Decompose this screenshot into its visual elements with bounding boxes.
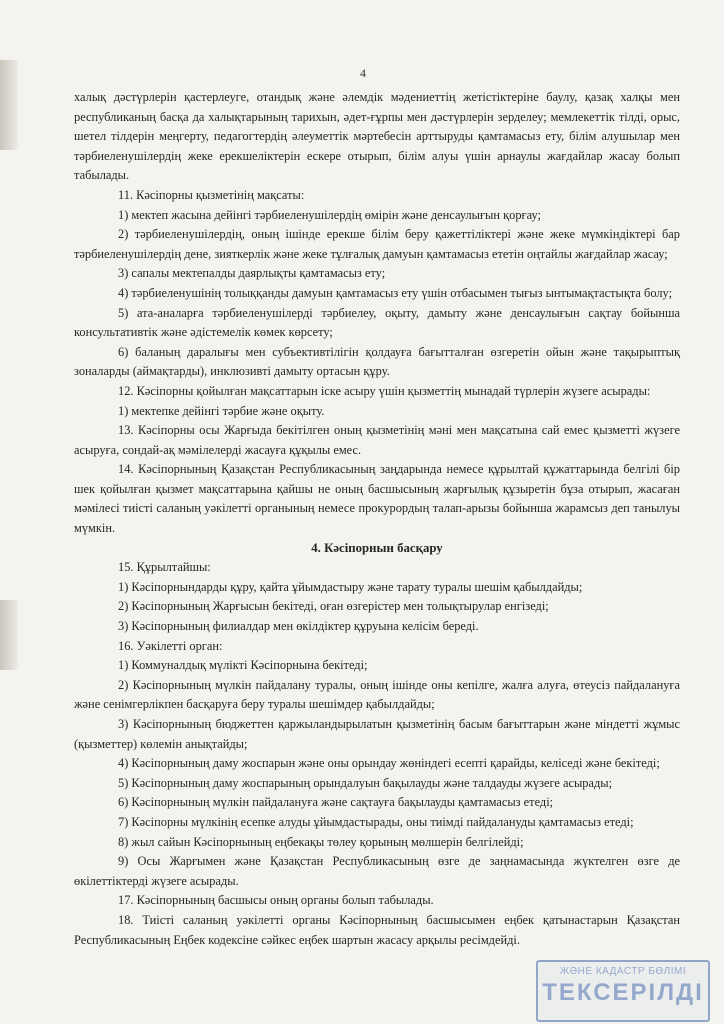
section-13: 13. Кәсіпорны осы Жарғыда бекітілген оның қызметінің мәні мен мақсатына сай емес қызметті жүзеге асыруға, сондай-ақ мәмілелерді жасауға құқылы емес.	[74, 423, 680, 457]
section-14: 14. Кәсіпорнының Қазақстан Республикасының заңдарында немесе құрылтай құжаттарында белгілі бір шек қойылған қызмет мақсаттарына қайшы не оның басшысының жарғылық құзыретін бұза отырып, жасаған мәмілесі тиісті саланың уәкілетті органының немесе прокурордың талап-арызы бойынша жарамсыз деп танылуы мүмкін.	[74, 462, 680, 536]
page-number: 4	[360, 66, 366, 80]
section-16-item: 6) Кәсіпорнының мүлкін пайдалануға және сақтауға бақылауды қамтамасыз етеді;	[118, 795, 554, 810]
section-16-item: 2) Кәсіпорнының мүлкін пайдалану туралы, оның ішінде оны кепілге, жалға алуға, өтеусіз пайдалануға және сенімгерлікпен басқаруға беру туралы шешімдер қабылдайды;	[74, 677, 680, 712]
section-11-item: 2) тәрбиеленушілердің, оның ішінде ерекше білім беру қажеттіліктері және жеке мүмкіндіктері бар тәрбиеленушілердің дене, зияткерлік және жеке тұлғалық дамуын қамтамасыз ететін оңтайлы жағдайлар жасау;	[74, 227, 680, 261]
document-body	[74, 88, 680, 950]
verification-stamp	[536, 960, 710, 1022]
section-16-item: 8) жыл сайын Кәсіпорнының еңбекақы төлеу қорының мөлшерін белгілейді;	[118, 834, 524, 849]
section-15-item: 1) Кәсіпорнындарды құру, қайта ұйымдастыру және тарату туралы шешім қабылдайды;	[118, 579, 583, 594]
section-11-item: 1) мектеп жасына дейінгі тәрбиеленушілердің өмірін және денсаулығын қорғау;	[118, 207, 541, 222]
section-16-title: 16. Уәкілетті орган:	[118, 638, 223, 653]
section-16-item: 3) Кәсіпорнының бюджеттен қаржыландырылатын қызметінің басым бағыттарын және міндетті жұмыс (қызметтер) көлемін анықтайды;	[74, 717, 680, 751]
section-12-title: 12. Кәсіпорны қойылған мақсаттарын іске асыру үшін қызметтің мынадай түрлерін жүзеге асырады:	[118, 383, 651, 398]
scan-edge-shadow	[0, 60, 18, 150]
section-16-item: 7) Кәсіпорны мүлкінің есепке алуды ұйымдастырады, оны тиімді пайдалануды қамтамасыз етеді;	[118, 814, 634, 829]
section-16-item: 9) Осы Жарғымен және Қазақстан Республикасының өзге де заңнамасында жүктелген өзге де өкілеттіктерді жүзеге асырады.	[74, 854, 680, 888]
section-11-title: 11. Кәсіпорны қызметінің мақсаты:	[118, 187, 305, 202]
scan-edge-shadow	[0, 600, 18, 670]
stamp-department-text: ЖӘНЕ КАДАСТР БӨЛІМІ	[559, 966, 687, 977]
section-11-item: 5) ата-аналарға тәрбиеленушілерді тәрбиелеу, оқыту, дамыту және денсаулығын сақтау бойынша консультативтік және әдістемелік көмек көрсету;	[74, 305, 680, 340]
section-15-item: 3) Кәсіпорнының филиалдар мен өкілдіктер құруына келісім береді.	[118, 619, 479, 634]
section-11-item: 6) баланың даралығы мен субъективтілігін қолдауға бағытталған өзгеретін ойын және тақырыптық зоналарды (аймақтарды), инклюзивті дамыту ортасын құру.	[74, 344, 680, 379]
section-16-item: 1) Коммуналдық мүлікті Кәсіпорнына бекітеді;	[118, 658, 368, 673]
intro-paragraph: халық дәстүрлерін қастерлеуге, отандық және әлемдік мәдениеттің жетістіктеріне баулу, қазақ халқы мен республиканың басқа да халықтарының тарихын, әдет-ғұрпы мен дәстүрлерін зерделеу; мемлекеттік тілді, орыс, шетел тілдерін меңгерту, педагогтердің әлеуметтік мәртебесін арттыруды қамтамасыз ету, білім алушылар мен тәрбиеленушілердің жеке ерекшеліктерін ескере отырып, білім алуы үшін арнаулы жағдайлар жасау болып табылады.	[74, 90, 680, 183]
section-12-item: 1) мектепке дейінгі тәрбие және оқыту.	[118, 403, 325, 418]
section-15-title: 15. Құрылтайшы:	[118, 560, 211, 575]
section-18: 18. Тиісті саланың уәкілетті органы Кәсіпорнының басшысымен еңбек қатынастарын Қазақстан Республикасының Еңбек кодексіне сәйкес еңбек шартын жасасу арқылы ресімдейді.	[74, 912, 680, 947]
section-16-item: 4) Кәсіпорнының даму жоспарын және оны орындау жөніндегі есепті қарайды, келіседі және бекітеді;	[118, 756, 660, 771]
stamp-verified-text: ТЕКСЕРІЛДІ	[542, 979, 704, 1006]
section-15-item: 2) Кәсіпорнының Жарғысын бекітеді, оған өзгерістер мен толықтырулар енгізеді;	[118, 599, 549, 614]
chapter-4-heading: 4. Кәсіпорнын басқару	[311, 540, 443, 555]
section-11-item: 4) тәрбиеленушінің толыққанды дамуын қамтамасыз ету үшін отбасымен тығыз ынтымақтастықта болу;	[118, 285, 673, 300]
section-16-item: 5) Кәсіпорнының даму жоспарының орындалуын бақылауды және талдауды жүзеге асырады;	[118, 775, 613, 790]
section-11-item: 3) сапалы мектепалды даярлықты қамтамасыз ету;	[118, 266, 386, 281]
section-17: 17. Кәсіпорнының басшысы оның органы болып табылады.	[118, 893, 434, 908]
